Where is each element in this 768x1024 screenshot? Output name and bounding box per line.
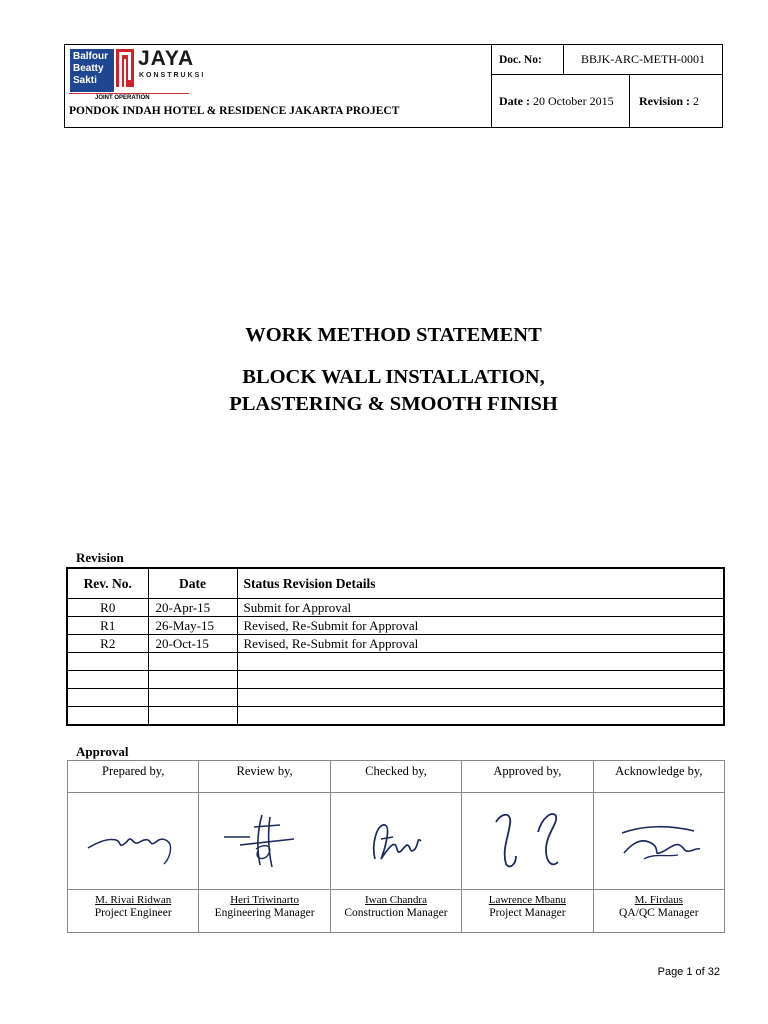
revision-section-label: Revision bbox=[76, 550, 124, 565]
approver-position: QA/QC Manager bbox=[619, 907, 699, 919]
table-row bbox=[67, 653, 724, 671]
revision-table bbox=[66, 567, 725, 726]
rev-no-cell: R0 bbox=[67, 599, 148, 617]
document-subtitle-text: BLOCK WALL INSTALLATION, PLASTERING & SMOOTH FINISH bbox=[229, 366, 558, 415]
rev-no-cell bbox=[67, 653, 148, 671]
approval-role: Checked by, bbox=[330, 761, 461, 793]
approval-roles-row bbox=[68, 761, 725, 793]
approval-role: Review by, bbox=[199, 761, 330, 793]
revision-value: 2 bbox=[693, 93, 699, 108]
approval-role: Approved by, bbox=[462, 761, 593, 793]
approver-name: M. Rivai Ridwan bbox=[95, 894, 172, 906]
signature-cell bbox=[330, 793, 461, 890]
table-row bbox=[67, 707, 724, 726]
date-cell: 26-May-15 bbox=[148, 617, 237, 635]
date-cell bbox=[148, 707, 237, 726]
signature-iwan-chandra bbox=[341, 809, 451, 873]
date-value: 20 October 2015 bbox=[532, 93, 614, 108]
date-cell bbox=[492, 75, 630, 127]
table-row bbox=[67, 671, 724, 689]
status-cell: Revised, Re-Submit for Approval bbox=[237, 635, 724, 653]
page-number: Page 1 of 32 bbox=[657, 966, 720, 978]
approval-section-label: Approval bbox=[76, 744, 129, 759]
jaya-logo-subtitle: KONSTRUKSI bbox=[139, 72, 206, 79]
date-cell bbox=[148, 671, 237, 689]
date-label: Date : bbox=[499, 93, 530, 108]
signature-heri-triwinarto bbox=[210, 809, 320, 873]
jaya-logo-mark-icon bbox=[116, 49, 134, 87]
status-cell: Revised, Re-Submit for Approval bbox=[237, 617, 724, 635]
approver-name: Lawrence Mbanu bbox=[488, 894, 566, 906]
approver-position: Project Manager bbox=[489, 907, 566, 919]
signature-cell bbox=[593, 793, 724, 890]
table-row bbox=[67, 599, 724, 617]
signature-lawrence-mbanu bbox=[472, 804, 582, 878]
document-subtitle bbox=[64, 364, 723, 418]
date-cell: 20-Oct-15 bbox=[148, 635, 237, 653]
approver-cell bbox=[462, 890, 593, 933]
approval-signatures-row bbox=[68, 793, 725, 890]
approver-name: Heri Triwinarto bbox=[230, 894, 299, 906]
approval-role: Acknowledge by, bbox=[593, 761, 724, 793]
approver-name: M. Firdaus bbox=[634, 894, 683, 906]
status-cell: Submit for Approval bbox=[237, 599, 724, 617]
rev-no-cell bbox=[67, 707, 148, 726]
document-header bbox=[64, 44, 723, 128]
date-cell bbox=[148, 689, 237, 707]
col-header-date: Date bbox=[148, 568, 237, 599]
col-header-rev-no: Rev. No. bbox=[67, 568, 148, 599]
approver-position: Project Engineer bbox=[94, 907, 172, 919]
document-title: WORK METHOD STATEMENT bbox=[245, 324, 542, 346]
rev-no-cell bbox=[67, 671, 148, 689]
table-row bbox=[67, 617, 724, 635]
status-cell bbox=[237, 689, 724, 707]
approver-position: Engineering Manager bbox=[214, 907, 315, 919]
approver-position: Construction Manager bbox=[344, 907, 448, 919]
revision-cell bbox=[630, 75, 722, 127]
date-cell: 20-Apr-15 bbox=[148, 599, 237, 617]
revision-table-header bbox=[67, 568, 724, 599]
approval-table bbox=[67, 760, 725, 933]
revision-label: Revision : bbox=[639, 93, 690, 108]
jaya-logo-wordmark: JAYA bbox=[138, 47, 195, 70]
signature-cell bbox=[199, 793, 330, 890]
status-cell bbox=[237, 671, 724, 689]
approver-cell bbox=[68, 890, 199, 933]
table-row bbox=[67, 689, 724, 707]
table-row bbox=[67, 635, 724, 653]
approver-cell bbox=[199, 890, 330, 933]
signature-rivai-ridwan bbox=[78, 816, 188, 866]
rev-no-cell: R2 bbox=[67, 635, 148, 653]
approver-cell bbox=[330, 890, 461, 933]
col-header-status: Status Revision Details bbox=[237, 568, 724, 599]
rev-no-cell bbox=[67, 689, 148, 707]
approval-role: Prepared by, bbox=[68, 761, 199, 793]
approver-name: Iwan Chandra bbox=[364, 894, 427, 906]
signature-cell bbox=[462, 793, 593, 890]
signature-m-firdaus bbox=[604, 811, 714, 871]
approval-names-row bbox=[68, 890, 725, 933]
signature-cell bbox=[68, 793, 199, 890]
joint-operation-label: JOINT OPERATION bbox=[69, 93, 189, 101]
project-name: PONDOK INDAH HOTEL & RESIDENCE JAKARTA PROJECT bbox=[69, 105, 400, 117]
doc-no-label: Doc. No: bbox=[492, 45, 564, 75]
status-cell bbox=[237, 707, 724, 726]
status-cell bbox=[237, 653, 724, 671]
date-cell bbox=[148, 653, 237, 671]
header-logo-area bbox=[65, 45, 492, 127]
rev-no-cell: R1 bbox=[67, 617, 148, 635]
balfour-beatty-logo: Balfour Beatty Sakti bbox=[70, 49, 114, 92]
doc-no-value: BBJK-ARC-METH-0001 bbox=[564, 45, 722, 75]
approver-cell bbox=[593, 890, 724, 933]
